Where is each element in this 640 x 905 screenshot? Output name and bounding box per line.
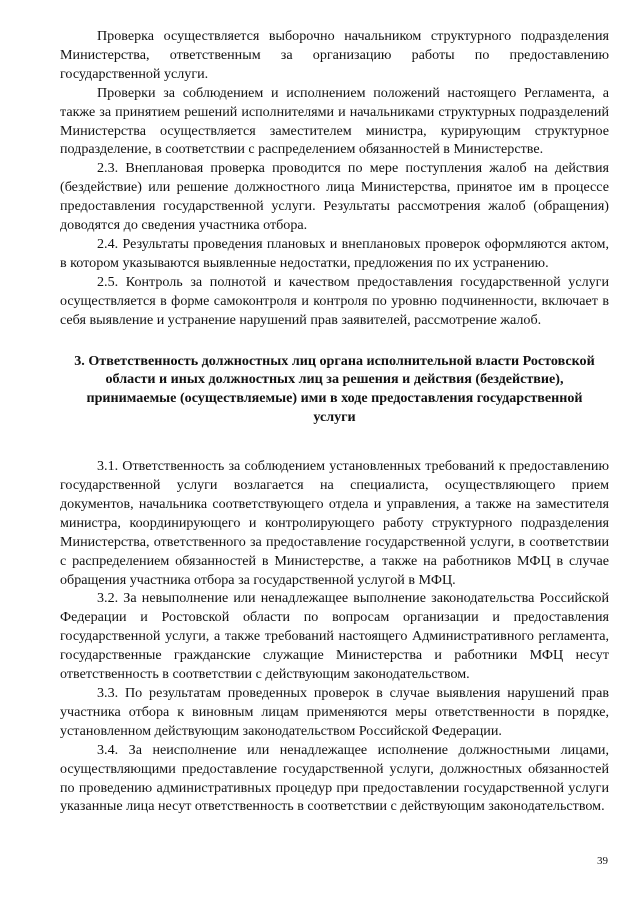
document-page — [60, 27, 609, 816]
paragraph: 3.4. За неисполнение или ненадлежащее исполнение должностными лицами, осуществляющими предоставление государственной услуги, должностных обязанностей по проведению административных процедур при предоставлении государственной услуги указанные лица несут ответственность в соответствии с действующим законодательством. — [60, 741, 609, 815]
paragraph: Проверки за соблюдением и исполнением положений настоящего Регламента, а также за принятием решений исполнителями и начальниками структурных подразделений Министерства осуществляется заместителем министра, курирующим структурное подразделение, в соответствии с распределением обязанностей в Министерстве. — [60, 84, 609, 158]
page-number: 39 — [597, 855, 608, 867]
paragraph: 2.3. Внеплановая проверка проводится по мере поступления жалоб на действия (бездействие) или решение должностного лица Министерства, принятое им в процессе предоставления государственной услуги. Результаты рассмотрения жалоб (обращения) доводятся до сведения участника отбора. — [60, 160, 609, 234]
paragraph: 3.2. За невыполнение или ненадлежащее выполнение законодательства Российской Федерации и Ростовской области по вопросам организации и предоставления государственной услуги, а также требований настоящего Административного регламента, государственные гражданские служащие Министерства и работники МФЦ несут ответственность в соответствии с действующим законодательством. — [60, 590, 609, 683]
paragraph: 2.5. Контроль за полнотой и качеством предоставления государственной услуги осуществляется в форме самоконтроля и контроля по уровню подчиненности, включает в себя выявление и устранение нарушений прав заявителей, рассмотрение жалоб. — [60, 273, 609, 328]
paragraph: 3.3. По результатам проведенных проверок в случае выявления нарушений прав участника отбора к виновным лицам применяются меры ответственности в порядке, установленном действующим законодательством Российской Федерации. — [60, 685, 609, 739]
paragraph: 3.1. Ответственность за соблюдением установленных требований к предоставлению государственной услуги возлагается на специалиста, осуществляющего прием документов, начальника соответствующего отдела и управления, а также на заместителя министра, координирующего и контролирующего работу структурного подразделения Министерства, ответственного за предоставление государственной услуги, в соответствии с распределением обязанностей в Министерстве, а также на работников МФЦ в случае обращения участника отбора за государственной услугой в МФЦ. — [60, 458, 609, 588]
paragraph: 2.4. Результаты проведения плановых и внеплановых проверок оформляются актом, в котором указываются выявленные недостатки, предложения по их устранению. — [60, 235, 609, 271]
paragraph: Проверка осуществляется выборочно начальником структурного подразделения Министерства, ответственным за организацию работы по предоставлению государственной услуги. — [60, 28, 609, 82]
section-heading: 3. Ответственность должностных лиц органа исполнительной власти Ростовской области и иных должностных лиц за решения и действия (бездействие), принимаемые (осуществляемые) ими в ходе предоставления государственной услуги — [74, 352, 595, 426]
